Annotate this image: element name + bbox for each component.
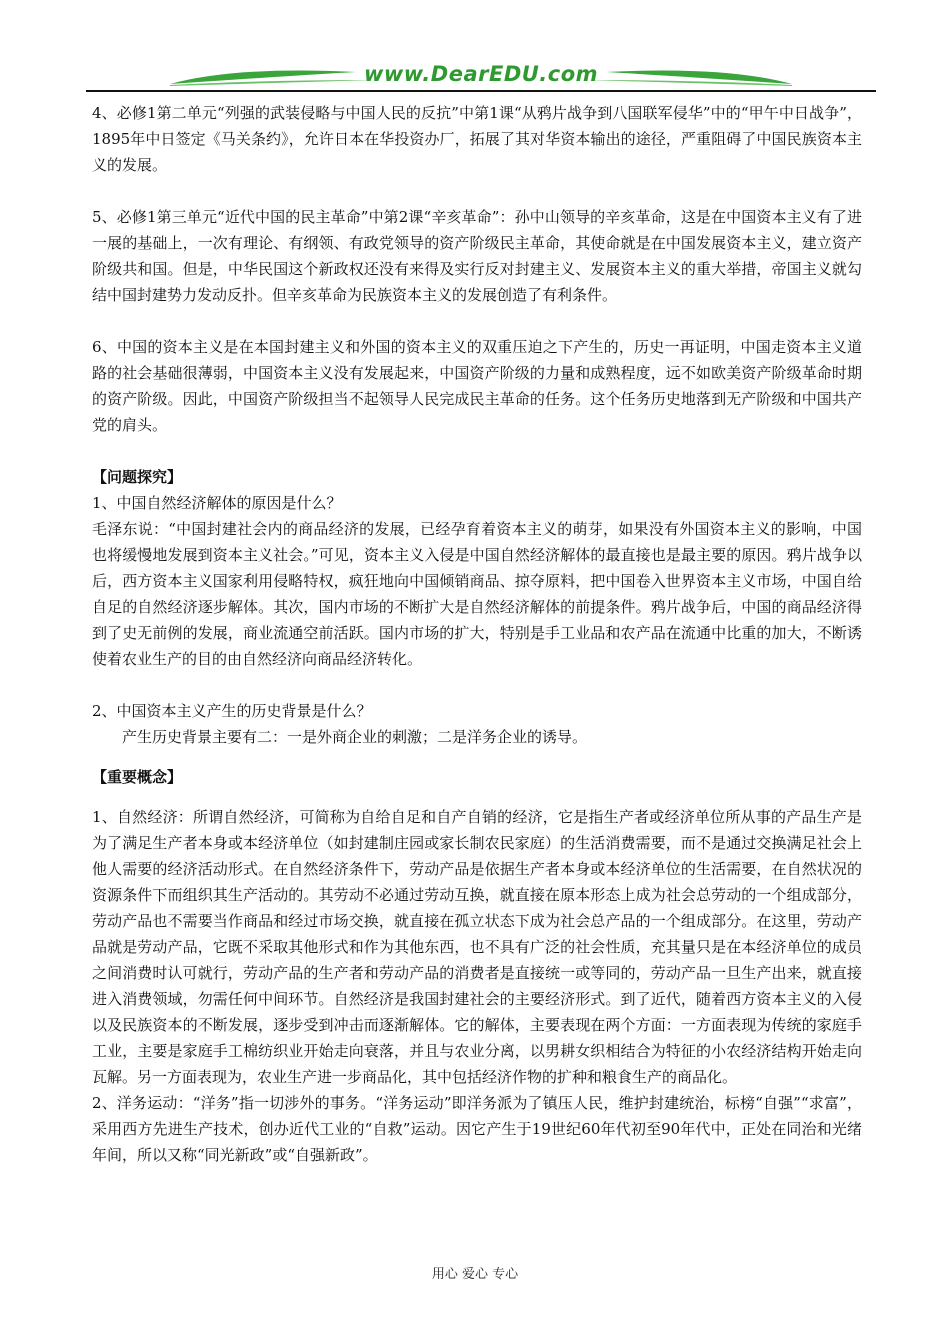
question-2: 2、中国资本主义产生的历史背景是什么？ (92, 702, 372, 720)
site-logo-text[interactable]: www.DearEDU.com (363, 62, 599, 86)
concept-1: 1、自然经济：所谓自然经济，可简称为自给自足和自产自销的经济，它是指生产者或经济单位所从事的产品生产是为了满足生产者本身或本经济单位（如封建制庄园或家长制农民家庭）的生活消费需要，而不是通过交换满足社会上他人需要的经济活动形式。在自然经济条件下，劳动产品是依据生产者本身或本经济单位的生活需要，在自然状况的资源条件下而组织其生产活动的。其劳动不必通过劳动互换，就直接在原本形态上成为社会总劳动的一个组成部分，劳动产品也不需要当作商品和经过市场交换，就直接在孤立状态下成为社会总产品的一个组成部分。在这里，劳动产品就是劳动产品，它既不采取其他形式和作为其他东西，也不具有广泛的社会性质，充其量只是在本经济单位的成员之间消费时认可就行，劳动产品的生产者和劳动产品的消费者是直接统一或等同的，劳动产品一旦生产出来，就直接进入消费领域，勿需任何中间环节。自然经济是我国封建社会的主要经济形式。到了近代，随着西方资本主义的入侵以及民族资本的不断发展，逐步受到冲击而逐渐解体。它的解体，主要表现在两个方面：一方面表现为传统的家庭手工业，主要是家庭手工棉纺织业开始走向衰落，并且与农业分离，以男耕女织相结合为特征的小农经济结构开始走向瓦解。另一方面表现为，农业生产进一步商品化，其中包括经济作物的扩种和粮食生产的商品化。 (92, 808, 862, 1086)
document-body (92, 100, 862, 1168)
answer-2: 产生历史背景主要有二：一是外商企业的刺激；二是洋务企业的诱导。 (122, 728, 588, 746)
paragraph-6: 6、中国的资本主义是在本国封建主义和外国的资本主义的双重压迫之下产生的，历史一再证明，中国走资本主义道路的社会基础很薄弱，中国资本主义没有发展起来，中国资产阶级的力量和成熟程度，远不如欧美资产阶级革命时期的资产阶级。因此，中国资产阶级担当不起领导人民完成民主革命的任务。这个任务历史地落到无产阶级和中国共产党的肩头。 (92, 338, 862, 434)
section-heading-inquiry: 【问题探究】 (92, 468, 183, 486)
header-divider (86, 90, 876, 92)
question-1: 1、中国自然经济解体的原因是什么？ (92, 494, 342, 512)
section-heading-concepts: 【重要概念】 (92, 768, 183, 786)
concept-2: 2、洋务运动：“洋务”指一切涉外的事务。“洋务运动”即洋务派为了镇压人民，维护封建统治，标榜“自强”“求富”，采用西方先进生产技术，创办近代工业的“自救”运动。因它产生于19世纪60年代初至90年代中，正处在同治和光绪年间，所以又称“同光新政”或“自强新政”。 (92, 1094, 862, 1164)
page-header (86, 58, 876, 98)
paragraph-5: 5、必修1第三单元“近代中国的民主革命”中第2课“辛亥革命”：孙中山领导的辛亥革命，这是在中国资本主义有了进一展的基础上，一次有理论、有纲领、有政党领导的资产阶级民主革命，其使命就是在中国发展资本主义，建立资产阶级共和国。但是，中华民国这个新政权还没有来得及实行反对封建主义、发展资本主义的重大举措，帝国主义就勾结中国封建势力发动反扑。但辛亥革命为民族资本主义的发展创造了有利条件。 (92, 208, 862, 304)
paragraph-4: 4、必修1第二单元“列强的武装侵略与中国人民的反抗”中第1课“从鸦片战争到八国联军侵华”中的“甲午中日战争”，1895年中日签定《马关条约》，允许日本在华投资办厂，拓展了其对华资本输出的途径，严重阻碍了中国民族资本主义的发展。 (92, 104, 862, 174)
page-footer: 用心 爱心 专心 (431, 1267, 519, 1282)
answer-1: 毛泽东说：“中国封建社会内的商品经济的发展，已经孕育着资本主义的萌芽，如果没有外国资本主义的影响，中国也将缓慢地发展到资本主义社会。”可见，资本主义入侵是中国自然经济解体的最直接也是最主要的原因。鸦片战争以后，西方资本主义国家利用侵略特权，疯狂地向中国倾销商品、掠夺原料，把中国卷入世界资本主义市场，中国自给自足的自然经济逐步解体。其次，国内市场的不断扩大是自然经济解体的前提条件。鸦片战争后，中国的商品经济得到了史无前例的发展，商业流通空前活跃。国内市场的扩大，特别是手工业品和农产品在流通中比重的加大，不断诱使着农业生产的目的由自然经济向商品经济转化。 (92, 520, 862, 668)
